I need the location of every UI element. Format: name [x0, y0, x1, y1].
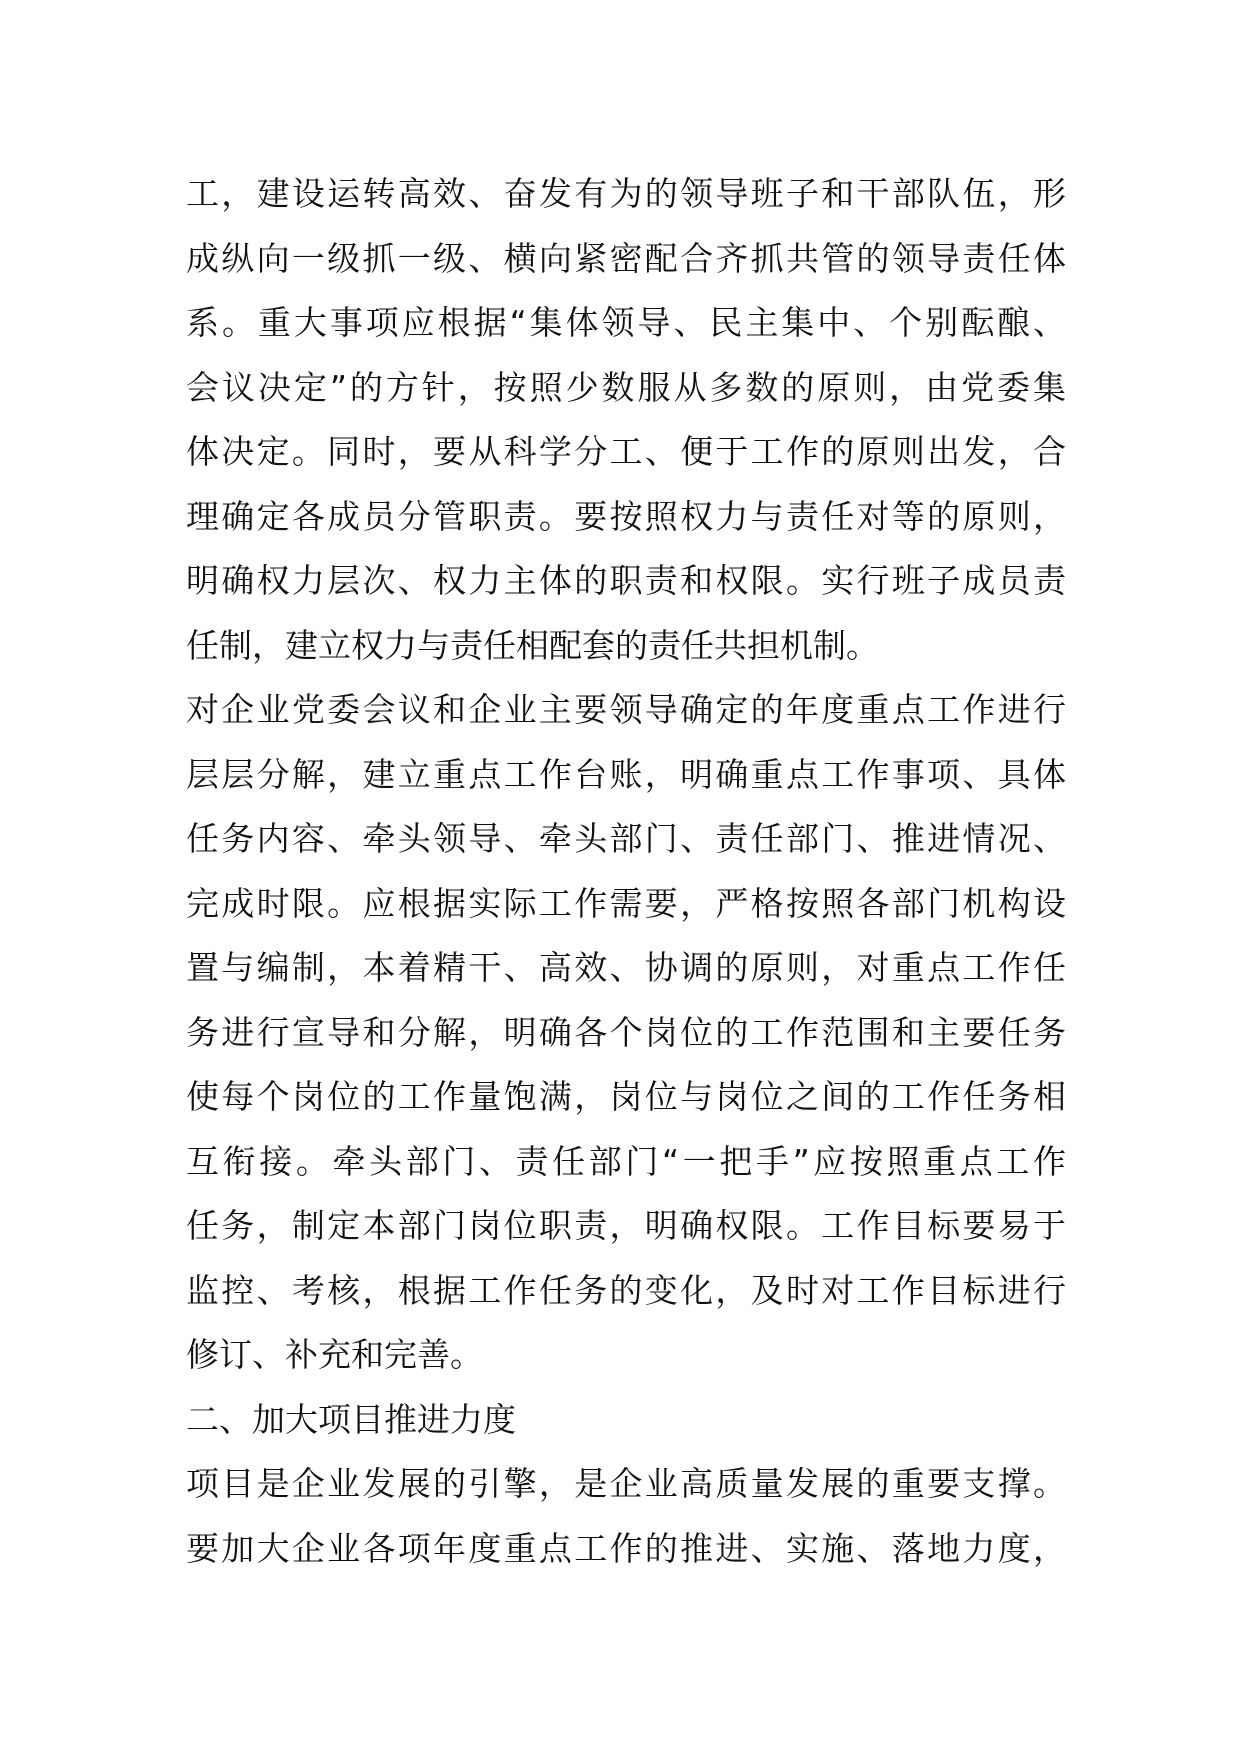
text-line: 工，建设运转高效、奋发有为的领导班子和干部队伍，形 — [186, 174, 1066, 213]
text-line: 完成时限。应根据实际工作需要，严格按照各部门机构设 — [186, 883, 1066, 923]
text-line: 任务内容、牵头领导、牵头部门、责任部门、推进情况、 — [186, 819, 1066, 858]
document-body — [186, 162, 1066, 1581]
text-line: 务进行宣导和分解，明确各个岗位的工作范围和主要任务 — [186, 1012, 1066, 1052]
text-line: 置与编制，本着精干、高效、协调的原则，对重点工作任 — [186, 948, 1066, 987]
text-line: 对企业党委会议和企业主要领导确定的年度重点工作进行 — [186, 690, 1066, 729]
text-line: 系。重大事项应根据“集体领导、民主集中、个别酝酿、 — [186, 303, 1066, 342]
text-line: 要加大企业各项年度重点工作的推进、实施、落地力度， — [186, 1528, 1066, 1568]
text-line: 使每个岗位的工作量饱满，岗位与岗位之间的工作任务相 — [186, 1077, 1066, 1116]
text-line: 成纵向一级抓一级、横向紧密配合齐抓共管的领导责任体 — [186, 238, 1066, 278]
text-line: 任务，制定本部门岗位职责，明确权限。工作目标要易于 — [186, 1206, 1066, 1245]
section-heading: 二、加大项目推进力度 — [186, 1399, 516, 1439]
text-line: 体决定。同时，要从科学分工、便于工作的原则出发，合 — [186, 432, 1066, 471]
text-line: 会议决定”的方针，按照少数服从多数的原则，由党委集 — [186, 367, 1066, 407]
text-line: 层层分解，建立重点工作台账，明确重点工作事项、具体 — [186, 754, 1066, 794]
text-line: 修订、补充和完善。 — [186, 1335, 483, 1374]
text-line: 明确权力层次、权力主体的职责和权限。实行班子成员责 — [186, 561, 1066, 600]
text-line: 项目是企业发展的引擎，是企业高质量发展的重要支撑。 — [186, 1464, 1066, 1503]
text-line: 互衔接。牵头部门、责任部门“一把手”应按照重点工作 — [186, 1141, 1066, 1181]
text-line: 监控、考核，根据工作任务的变化，及时对工作目标进行 — [186, 1270, 1066, 1310]
text-line: 任制，建立权力与责任相配套的责任共担机制。 — [186, 625, 879, 665]
text-line: 理确定各成员分管职责。要按照权力与责任对等的原则， — [186, 496, 1066, 536]
